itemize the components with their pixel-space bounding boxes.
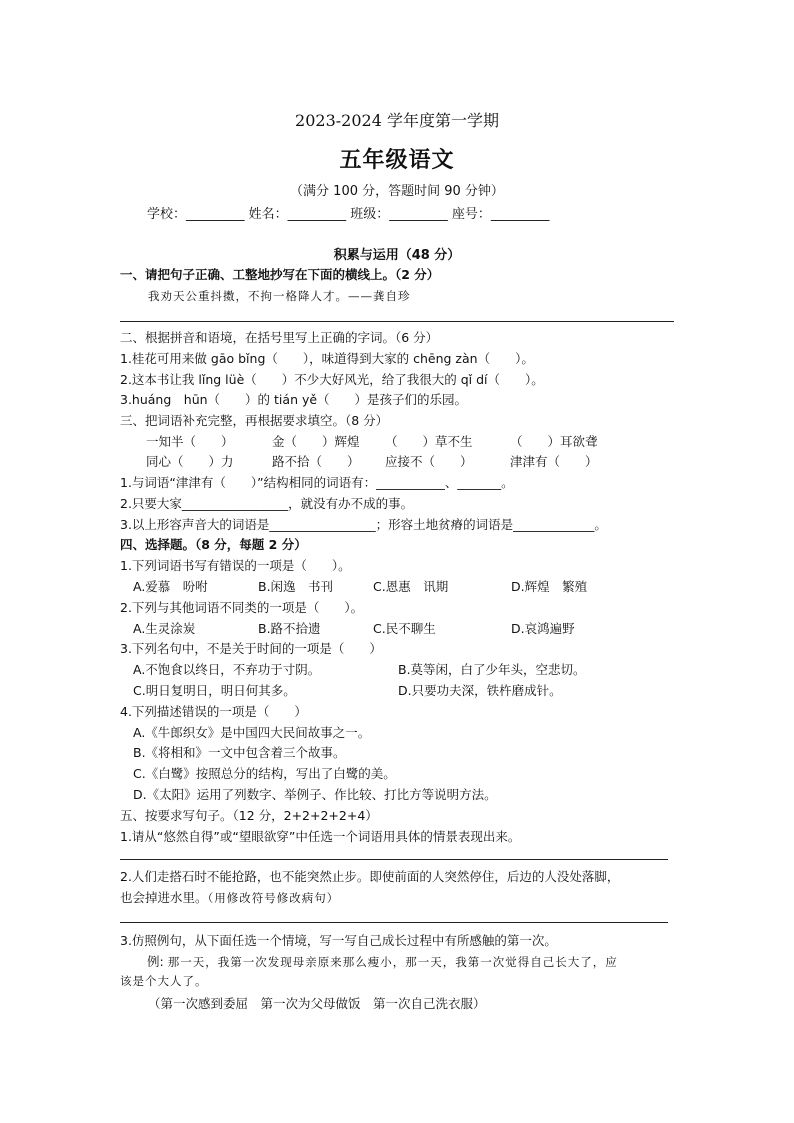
q3-word-2: 金（ ）辉煌: [272, 434, 360, 449]
q3-word-3: （ ）草不生: [385, 434, 473, 449]
q5-example-line-2: 该是个大人了。: [120, 974, 208, 988]
q2-item-2: 2.这本书让我 lǐng lüè（ ）不少大好风光，给了我很大的 qǐ dí（ ）。: [120, 372, 544, 387]
q5-example-line-1: [147, 952, 618, 970]
q4-title: 四、选择题。（8 分，每题 2 分）: [120, 537, 307, 552]
q4-2-option-c: C.民不聊生: [373, 621, 436, 636]
q2-item-1: 1.桂花可用来做 gāo bǐng（ ），味道得到大家的 chēng zàn（ ）。: [120, 351, 534, 366]
q2-item-3: 3.huáng hūn（ ）的 tián yě（ ）是孩子们的乐园。: [120, 392, 468, 407]
q3-item-2: 2.只要大家_________________，就没有办不成的事。: [120, 496, 414, 511]
q1-answer-line: [120, 321, 674, 322]
q3-word-5: 同心（ ）力: [146, 454, 234, 469]
q5-example-label: 例:: [147, 954, 164, 969]
q5-item-3: 3.仿照例句，从下面任选一个情境，写一写自己成长过程中有所感触的第一次。: [120, 933, 557, 948]
q3-word-4: （ ）耳欲聋: [510, 434, 598, 449]
q3-item-1: 1.与词语“津津有（ ）”结构相同的词语有：___________、_______。: [120, 475, 514, 490]
q4-4-option-a: A.《牛郎织女》是中国四大民间故事之一。: [133, 725, 371, 740]
term-title: 2023-2024 学年度第一学期: [295, 111, 499, 130]
q4-3-option-c: C.明日复明日，明日何其多。: [133, 683, 296, 698]
q3-word-8: 津津有（ ）: [510, 454, 598, 469]
q4-3-stem: 3.下列名句中，不是关于时间的一项是（ ）: [120, 641, 382, 656]
q4-3-option-b: B.莫等闲，白了少年头，空悲切。: [398, 662, 586, 677]
q4-1-stem: 1.下列词语书写有错误的一项是（ ）。: [120, 558, 351, 573]
q5-item-1-answer-line: [120, 859, 668, 860]
q5-item-2-line-2: [120, 888, 339, 906]
q5-item-2-note: （用修改符号修改病句）: [207, 891, 340, 905]
q4-4-option-d: D.《太阳》运用了列数字、举例子、作比较、打比方等说明方法。: [133, 787, 497, 802]
q3-title: 三、把词语补充完整，再根据要求填空。（8 分）: [120, 413, 389, 428]
q3-word-1: 一知半（ ）: [146, 434, 234, 449]
q4-4-option-c: C.《白鹭》按照总分的结构，写出了白鹭的美。: [133, 766, 396, 781]
q1-title: 一、请把句子正确、工整地抄写在下面的横线上。（2 分）: [120, 267, 440, 282]
page-title: 五年级语文: [339, 147, 455, 173]
q4-2-option-b: B.路不拾遗: [258, 621, 321, 636]
q4-4-option-b: B.《将相和》一文中包含着三个故事。: [133, 745, 346, 760]
q4-3-option-d: D.只要功夫深，铁杵磨成针。: [398, 683, 562, 698]
q5-item-1: 1.请从“悠然自得”或“望眼欲穿”中任选一个词语用具体的情景表现出来。: [120, 829, 521, 844]
q5-item-2-text: 也会掉进水里。: [120, 890, 208, 905]
q4-1-option-d: D.辉煌 繁殖: [511, 579, 588, 594]
q3-word-7: 应接不（ ）: [385, 454, 473, 469]
q5-example-text: 那一天，我第一次发现母亲原来那么瘦小，那一天，我第一次觉得自己长大了，应: [167, 955, 618, 969]
section-title: 积累与运用（48 分）: [333, 248, 461, 263]
q5-choices: （第一次感到委屈 第一次为父母做饭 第一次自己洗衣服）: [148, 996, 486, 1011]
q5-title: 五、按要求写句子。（12 分，2+2+2+2+4）: [120, 808, 378, 823]
q4-2-option-a: A.生灵涂炭: [133, 621, 196, 636]
q5-item-2-line-1: 2.人们走搭石时不能抢路，也不能突然止步。即使前面的人突然停住，后边的人没处落脚，: [120, 869, 620, 884]
student-info-line: 学校：_________ 姓名：_________ 班级：_________ 座号：_________: [147, 207, 550, 222]
q4-1-option-b: B.闲逸 书刊: [258, 579, 334, 594]
q4-3-option-a: A.不饱食以终日，不弃功于寸阴。: [133, 662, 321, 677]
q4-2-stem: 2.下列与其他词语不同类的一项是（ ）。: [120, 600, 364, 615]
q4-1-option-a: A.爱慕 吩咐: [133, 579, 208, 594]
q2-title: 二、根据拼音和语境，在括号里写上正确的字词。（6 分）: [120, 330, 439, 345]
exam-note: （满分 100 分，答题时间 90 分钟）: [290, 184, 504, 199]
q5-item-2-answer-line: [120, 922, 668, 923]
q4-4-stem: 4.下列描述错误的一项是（ ）: [120, 704, 307, 719]
q1-handwriting-text: 我劝天公重抖擞，不拘一格降人才。——龚自珍: [148, 289, 411, 303]
q4-2-option-d: D.哀鸿遍野: [511, 621, 575, 636]
q4-1-option-c: C.恩惠 讯期: [373, 579, 449, 594]
q3-word-6: 路不拾（ ）: [272, 454, 360, 469]
q3-item-3: 3.以上形容声音大的词语是_________________；形容土地贫瘠的词语是_____________。: [120, 517, 607, 532]
